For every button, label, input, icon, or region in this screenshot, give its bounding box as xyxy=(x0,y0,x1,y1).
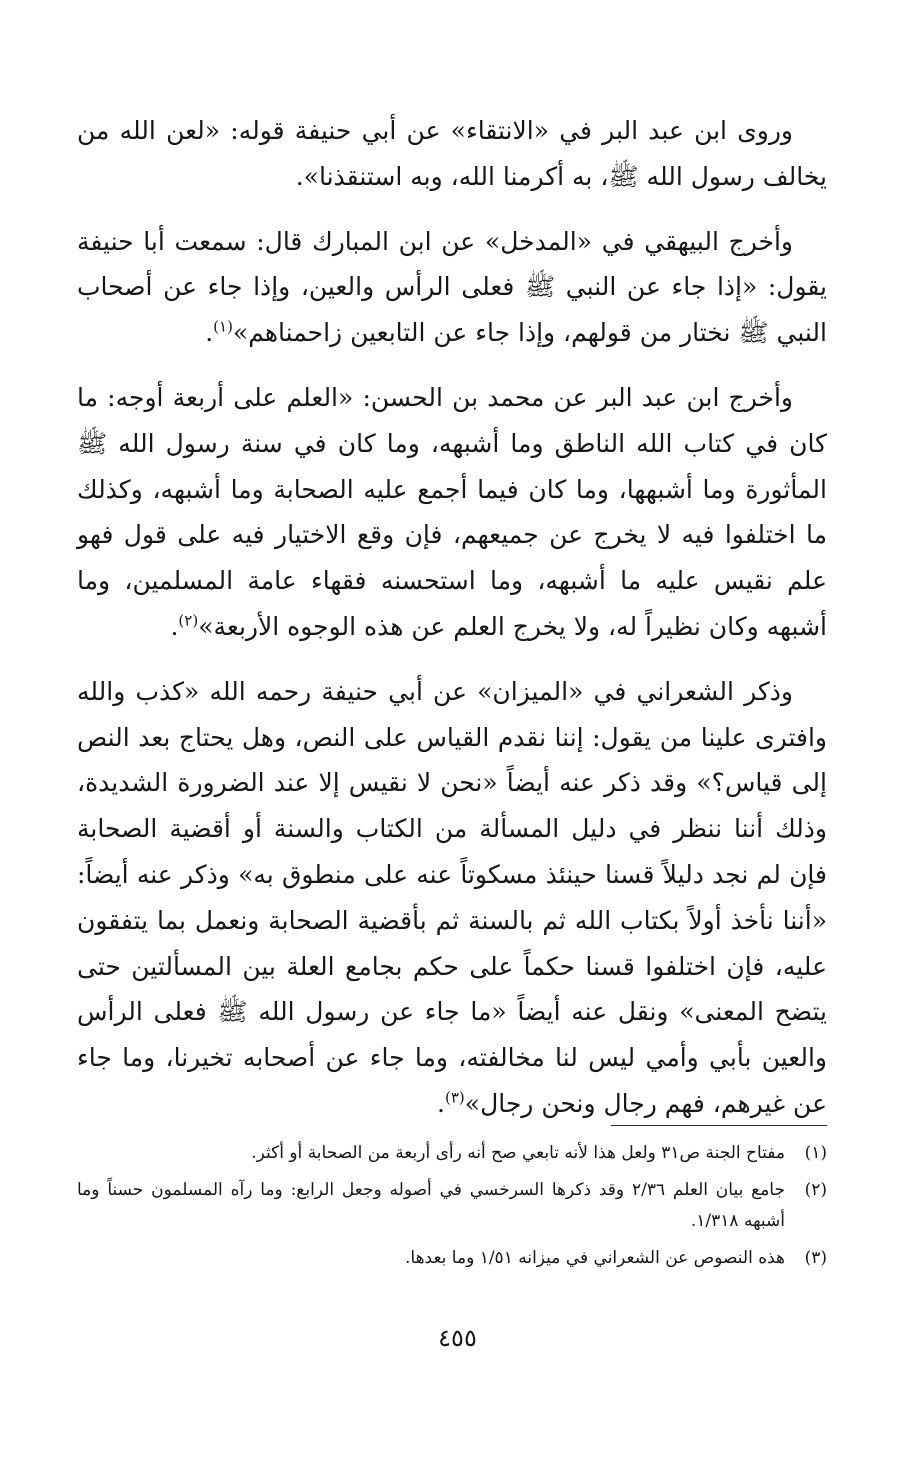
footnote-number: (١) xyxy=(804,1143,827,1163)
footnote xyxy=(77,1243,827,1274)
footnote-text: جامع بيان العلم ٢/٣٦ وقد ذكرها السرخسي في أصوله وجعل الرابع: وما رآه المسلمون حسناً وما أشبهه ١/٣١٨. xyxy=(77,1180,785,1231)
paragraph: وأخرج البيهقي في «المدخل» عن ابن المبارك قال: سمعت أبا حنيفة يقول: «إذا جاء عن النبي ﷺ فعلى الرأس والعين، وإذا جاء عن أصحاب النبي ﷺ نختار من قولهم، وإذا جاء عن التابعين زاحمناهم»$^{(١)}$. xyxy=(77,226,827,348)
page-number: ٤٥٥ xyxy=(438,1324,477,1352)
footnote-ref: (٣) xyxy=(445,1088,465,1107)
footnote-text: هذه النصوص عن الشعراني في ميزانه ١/٥١ وما بعدها. xyxy=(404,1248,785,1268)
footnote-text: مفتاح الجنة ص٣١ ولعل هذا لأنه تابعي صح أنه رأى أربعة من الصحابة أو أكثر. xyxy=(251,1143,785,1163)
paragraph: وأخرج ابن عبد البر عن محمد بن الحسن: «العلم على أربعة أوجه: ما كان في كتاب الله الناطق وما أشبهه، وما كان في سنة رسول الله ﷺ المأثورة وما أشبهها، وما كان فيما أجمع عليه الصحابة وما أشبهه، وكذلك ما اختلفوا فيه لا يخرج عن جميعهم، فإن وقع الاختيار فيه على قول فهو علم نقيس عليه ما أشبهه، وما استحسنه فقهاء عامة المسلمين، وما أشبهه وكان نظيراً له، ولا يخرج العلم عن هذه الوجوه الأربعة»$^{(٢)}$. xyxy=(77,382,827,641)
footnote-number: (٢) xyxy=(804,1180,827,1200)
footnote-number: (٣) xyxy=(804,1248,827,1268)
footnote-ref: (٢) xyxy=(178,611,199,630)
footnote-divider xyxy=(611,1125,827,1126)
paragraph: وذكر الشعراني في «الميزان» عن أبي حنيفة رحمه الله «كذب والله وافترى علينا من يقول: إننا نقدم القياس على النص، وهل يحتاج بعد النص إلى قياس؟» وقد ذكر عنه أيضاً «نحن لا نقيس إلا عند الضرورة الشديدة، وذلك أننا ننظر في دليل المسألة من الكتاب والسنة أو أقضية الصحابة فإن لم نجد دليلاً قسنا حينئذ مسكوتاً عنه على منطوق به» وذكر عنه أيضاً: «أننا نأخذ أولاً بكتاب الله ثم بالسنة ثم بأقضية الصحابة ونعمل بما يتفقون عليه، فإن اختلفوا قسنا حكماً على حكم بجامع العلة بين المسألتين حتى يتضح المعنى» ونقل عنه أيضاً «ما جاء عن رسول الله ﷺ فعلى الرأس والعين بأبي وأمي ليس لنا مخالفته، وما جاء عن أصحابه تخيرنا، وما جاء عن غيرهم، فهم رجال ونحن رجال»$^{(٣)}$. xyxy=(77,676,827,1118)
footnote xyxy=(77,1175,827,1237)
footnote-ref: (١) xyxy=(213,317,233,336)
main-text xyxy=(77,108,827,1146)
footnotes xyxy=(77,1138,827,1280)
paragraph: وروى ابن عبد البر في «الانتقاء» عن أبي حنيفة قوله: «لعن الله من يخالف رسول الله ﷺ، به أكرمنا الله، وبه استنقذنا». xyxy=(77,116,827,191)
footnote xyxy=(77,1138,827,1169)
